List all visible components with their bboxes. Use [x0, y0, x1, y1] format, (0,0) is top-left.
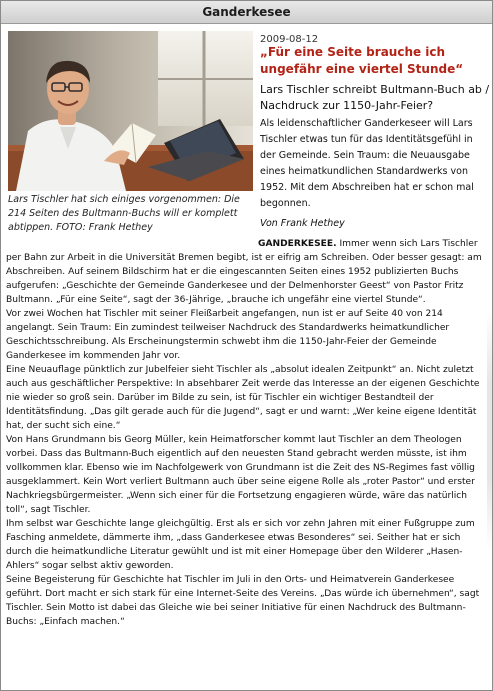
photo-illustration: [8, 31, 253, 191]
body-paragraph-4: Von Hans Grundmann bis Georg Müller, kein Heimatforscher kommt laut Tischler an dem Theologen vorbei. Dass das Bultmann-Buch eigentlich auf den neuesten Stand gebracht werden müsste, ist ihm vollkommen klar. Ebenso wie im Nachfolgewerk von Grundmann ist die Zeit des NS-Regimes fast völlig ausgeklammert. Kein Wort verliert Bultmann auch über seine eigene Rolle als „roter Pastor“ und erster Nachkriegsbürgermeister. „Wenn sich einer für die Fortsetzung engagieren würde, wäre das natürlich toll“, sagt Tischler.: [6, 435, 475, 515]
body-paragraph-1: [0, 237, 488, 307]
article-lead: Als leidenschaftlicher Ganderkeseer will Lars Tischler etwas tun für das Identitätsgefühl in der Gemeinde. Sein Traum: die Neuausgabe eines heimatkundlichen Standardwerks von 1952. Mit dem Abschreiben hat er schon mal begonnen.: [260, 118, 474, 209]
article-subhead: Lars Tischler schreibt Bultmann-Buch ab / Nachdruck zur 1150-Jahr-Feier?: [260, 83, 490, 112]
section-header: [1, 1, 492, 24]
body-paragraph-5: Ihm selbst war Geschichte lange gleichgültig. Erst als er sich vor zehn Jahren mit einer Fußgruppe zum Fasching anmeldete, dämmerte ihm, „dass Ganderkesee etwas Besonderes“ sei. Seither hat er sich durch die heimatkundliche Literatur gewühlt und ist mit einer Homepage über den Wilderer „Hasen-Ahlers“ sogar selbst aktiv geworden.: [6, 519, 475, 571]
body-paragraph-6: Seine Begeisterung für Geschichte hat Tischler im Juli in den Orts- und Heimatverein Ganderkesee geführt. Dort macht er sich stark für eine Internet-Seite des Vereins. „Das würde ich übernehmen“, sagt Tischler. Sein Motto ist dabei das Gleiche wie bei seiner Initiative für einen Nachdruck des Bultmann-Buchs: „Einfach machen.“: [6, 575, 480, 627]
headline-text: „Für eine Seite brauche ich ungefähr eine viertel Stunde“: [260, 45, 464, 76]
section-title: Ganderkesee: [202, 5, 291, 19]
photo-caption: Lars Tischler hat sich einiges vorgenommen: Die 214 Seiten des Bultmann-Buchs will er komplett abtippen. FOTO: Frank Hethey: [8, 194, 240, 233]
article-dateline: GANDERKESEE.: [258, 239, 337, 249]
body-paragraph-2: Vor zwei Wochen hat Tischler mit seiner Fleißarbeit angefangen, nun ist er auf Seite 40 von 214 angelangt. Sein Traum: Ein zumindest teilweiser Nachdruck des Standardwerks heimatkundlicher Geschichtsschreibung. Als Erscheinungstermin schwebt ihm die 1150-Jahr-Feier der Gemeinde Ganderkesee im kommenden Jahr vor.: [6, 309, 450, 361]
article-author: Von Frank Hethey: [260, 218, 345, 229]
scroll-indicator[interactable]: [487, 311, 492, 551]
article-photo: [8, 31, 253, 191]
body-paragraph-3: Eine Neuauflage pünktlich zur Jubelfeier sieht Tischler als „absolut idealen Zeitpunkt“ an. Nicht zuletzt auch aus geschäftlicher Perspektive: In absehbarer Zeit werde das Interesse an der eigenen Geschichte nie wieder so groß sein. Darüber im Bilde zu sein, ist für Tischler ein wichtiger Bestandteil der Identitätsfindung. „Das gilt gerade auch für die Jugend“, sagt er und warnt: „Wer keine eigene Identität hat, der sucht sich eine.“: [6, 365, 480, 431]
article-date: 2009-08-12: [260, 34, 319, 45]
article-body: [6, 237, 488, 629]
article-headline: [260, 44, 492, 78]
paragraph-1-text: Immer wenn sich Lars Tischler per Bahn zur Arbeit in die Universität Bremen begibt, ist er eifrig am Schreiben. Oder besser gesagt: am Abschreiben. Auf seinem Bildschirm hat er die eingescannten Seiten eines 1952 publizierten Buchs aufgerufen: „Geschichte der Gemeinde Ganderkesee und der Delmenhorster Geest“ von Pastor Fritz Bultmann. „Für eine Seite“, sagt der 36-Jährige, „brauche ich ungefähr eine viertel Stunde“.: [6, 239, 482, 305]
